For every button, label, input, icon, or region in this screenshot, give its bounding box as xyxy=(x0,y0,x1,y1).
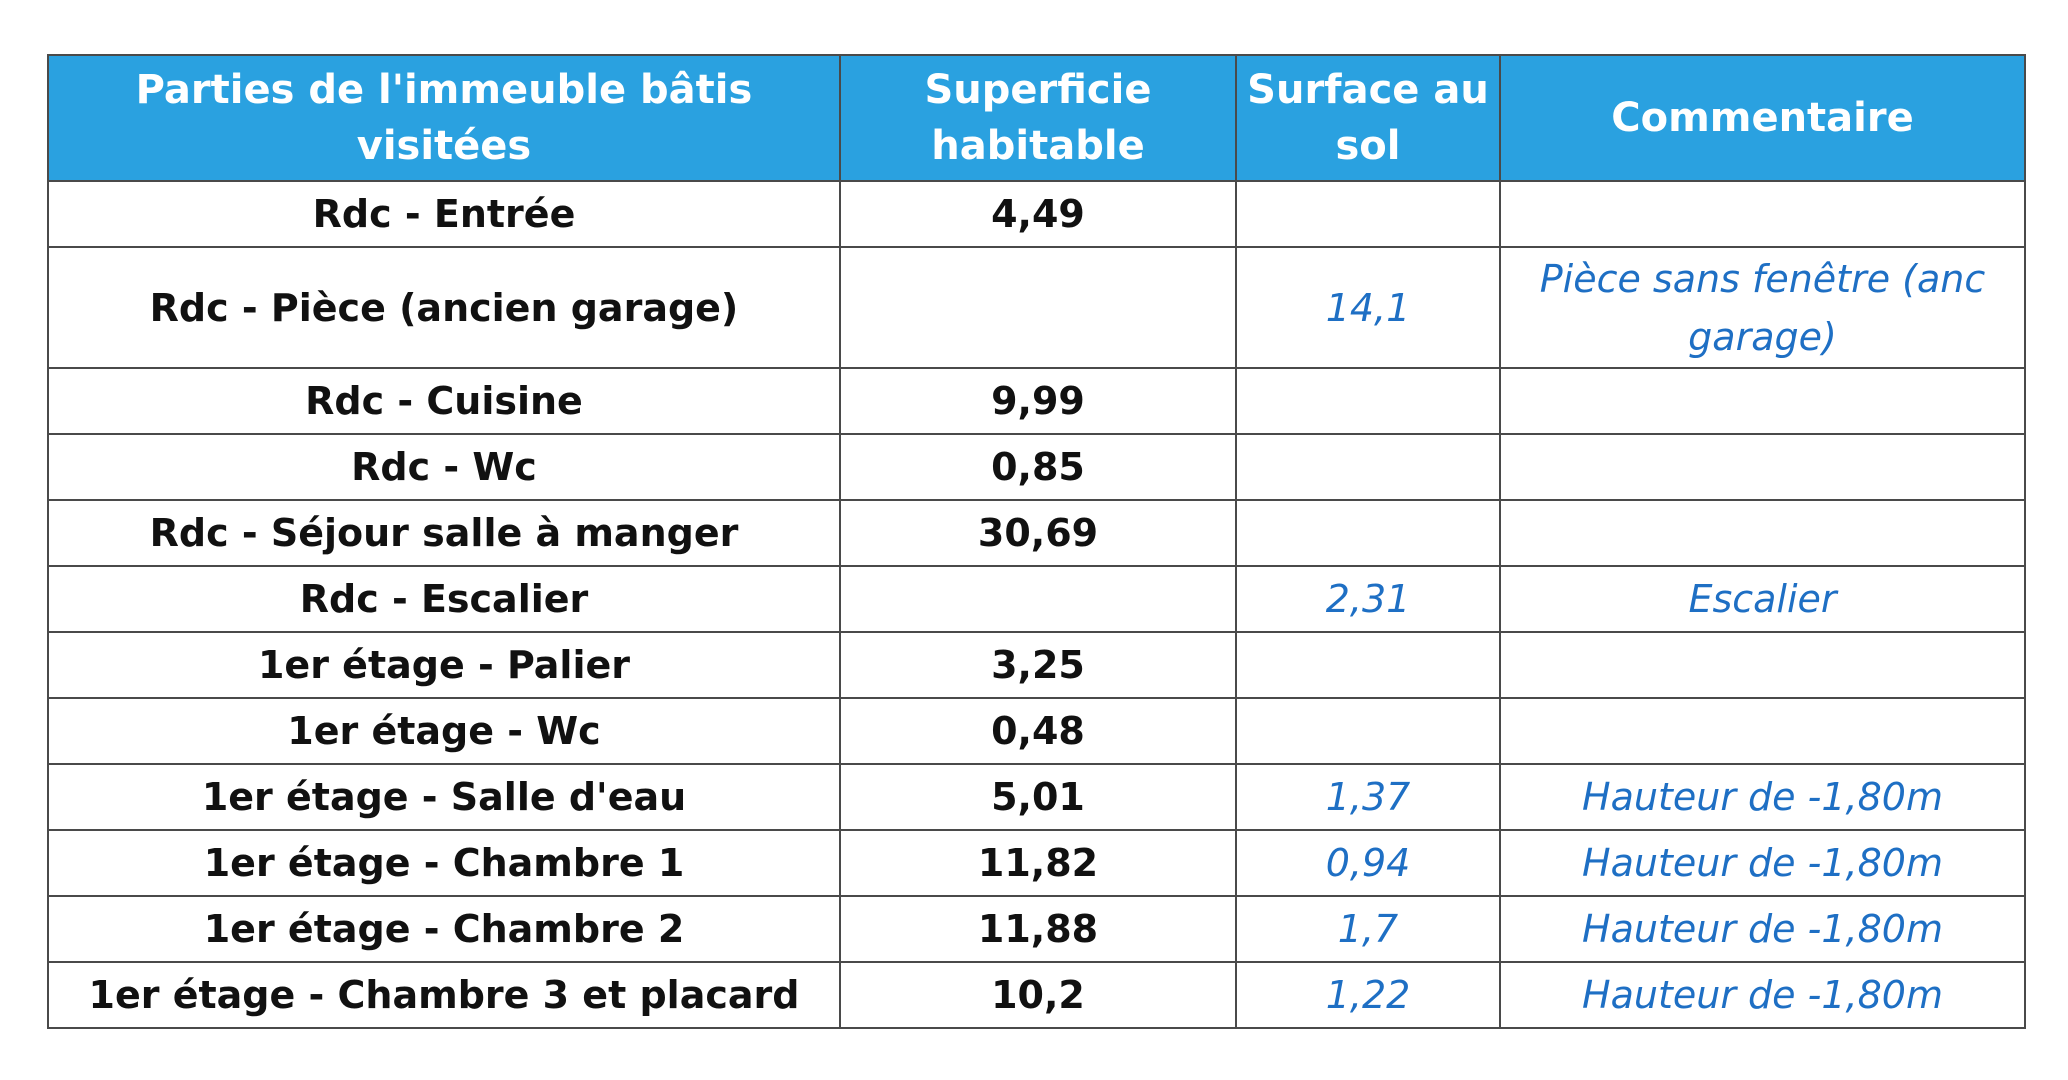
cell-superficie: 5,01 xyxy=(840,764,1236,830)
cell-commentaire xyxy=(1500,698,2025,764)
cell-commentaire: Hauteur de -1,80m xyxy=(1500,896,2025,962)
header-commentaire: Commentaire xyxy=(1500,55,2025,181)
cell-partie: 1er étage - Wc xyxy=(48,698,840,764)
table-row xyxy=(48,830,2025,896)
cell-superficie: 11,88 xyxy=(840,896,1236,962)
cell-surface-sol xyxy=(1236,698,1500,764)
cell-surface-sol xyxy=(1236,632,1500,698)
cell-superficie: 4,49 xyxy=(840,181,1236,247)
cell-commentaire xyxy=(1500,434,2025,500)
cell-surface-sol: 1,7 xyxy=(1236,896,1500,962)
cell-surface-sol: 1,22 xyxy=(1236,962,1500,1028)
cell-superficie: 0,48 xyxy=(840,698,1236,764)
cell-partie: 1er étage - Chambre 1 xyxy=(48,830,840,896)
cell-surface-sol: 14,1 xyxy=(1236,247,1500,368)
table-row xyxy=(48,247,2025,368)
cell-commentaire: Hauteur de -1,80m xyxy=(1500,962,2025,1028)
table-header xyxy=(48,55,2025,181)
cell-superficie: 3,25 xyxy=(840,632,1236,698)
cell-commentaire xyxy=(1500,181,2025,247)
cell-superficie: 11,82 xyxy=(840,830,1236,896)
table-row xyxy=(48,434,2025,500)
header-surface-au-sol: Surface au sol xyxy=(1236,55,1500,181)
cell-superficie: 10,2 xyxy=(840,962,1236,1028)
cell-commentaire: Pièce sans fenêtre (anc garage) xyxy=(1500,247,2025,368)
cell-partie: 1er étage - Chambre 2 xyxy=(48,896,840,962)
surface-table xyxy=(47,54,2026,1029)
cell-surface-sol xyxy=(1236,500,1500,566)
cell-commentaire xyxy=(1500,500,2025,566)
table-row xyxy=(48,896,2025,962)
cell-partie: Rdc - Séjour salle à manger xyxy=(48,500,840,566)
cell-partie: 1er étage - Chambre 3 et placard xyxy=(48,962,840,1028)
cell-commentaire xyxy=(1500,368,2025,434)
cell-partie: 1er étage - Salle d'eau xyxy=(48,764,840,830)
cell-superficie: 0,85 xyxy=(840,434,1236,500)
header-row xyxy=(48,55,2025,181)
cell-superficie: 9,99 xyxy=(840,368,1236,434)
cell-partie: Rdc - Escalier xyxy=(48,566,840,632)
cell-surface-sol xyxy=(1236,181,1500,247)
cell-surface-sol xyxy=(1236,368,1500,434)
cell-commentaire xyxy=(1500,632,2025,698)
cell-superficie xyxy=(840,247,1236,368)
cell-commentaire: Hauteur de -1,80m xyxy=(1500,830,2025,896)
table-row xyxy=(48,181,2025,247)
cell-commentaire: Escalier xyxy=(1500,566,2025,632)
cell-partie: Rdc - Pièce (ancien garage) xyxy=(48,247,840,368)
cell-superficie xyxy=(840,566,1236,632)
table-row xyxy=(48,566,2025,632)
cell-partie: 1er étage - Palier xyxy=(48,632,840,698)
cell-partie: Rdc - Wc xyxy=(48,434,840,500)
cell-superficie: 30,69 xyxy=(840,500,1236,566)
cell-surface-sol: 0,94 xyxy=(1236,830,1500,896)
table-body xyxy=(48,181,2025,1028)
header-superficie-habitable: Superficie habitable xyxy=(840,55,1236,181)
table-row xyxy=(48,368,2025,434)
table-row xyxy=(48,632,2025,698)
cell-surface-sol: 2,31 xyxy=(1236,566,1500,632)
table-row xyxy=(48,764,2025,830)
table-row xyxy=(48,962,2025,1028)
cell-partie: Rdc - Entrée xyxy=(48,181,840,247)
cell-surface-sol xyxy=(1236,434,1500,500)
table-row xyxy=(48,698,2025,764)
cell-surface-sol: 1,37 xyxy=(1236,764,1500,830)
header-parties: Parties de l'immeuble bâtis visitées xyxy=(48,55,840,181)
cell-partie: Rdc - Cuisine xyxy=(48,368,840,434)
surface-table-container xyxy=(47,54,2024,1029)
table-row xyxy=(48,500,2025,566)
cell-commentaire: Hauteur de -1,80m xyxy=(1500,764,2025,830)
